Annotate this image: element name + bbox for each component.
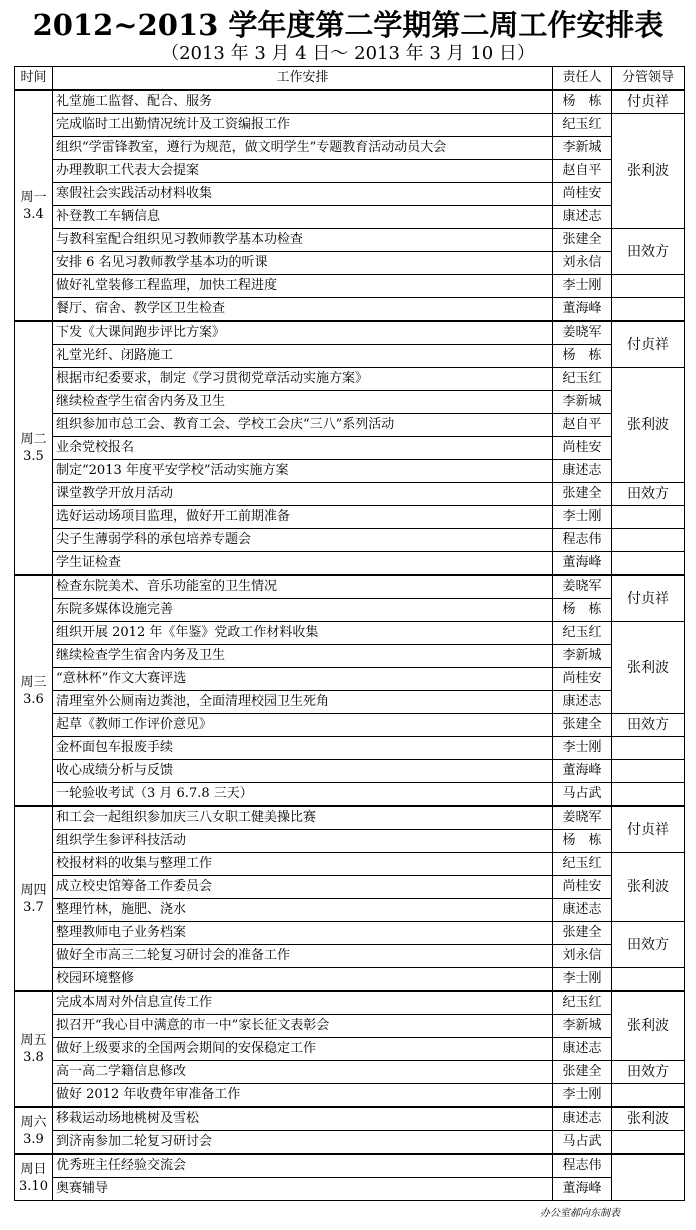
table-row [15,483,685,506]
owner-cell: 纪玉红 [553,114,612,137]
owner-cell: 李士刚 [553,968,612,992]
leader-cell: 张利波 [612,991,685,1061]
leader-cell: 张利波 [612,114,685,229]
owner-cell: 纪玉红 [553,368,612,391]
task-cell: 继续检查学生宿舍内务及卫生 [53,391,553,414]
task-cell: 根据市纪委要求，制定《学习贯彻党章活动实施方案》 [53,368,553,391]
owner-cell: 赵自平 [553,160,612,183]
owner-cell: 张建全 [553,714,612,737]
table-row [15,1131,685,1155]
table-row [15,622,685,645]
task-cell: 优秀班主任经验交流会 [53,1154,553,1178]
owner-cell: 杨 栋 [553,830,612,853]
owner-cell: 刘永信 [553,252,612,275]
table-row [15,391,685,414]
leader-cell [612,506,685,529]
task-cell: 做好礼堂装修工程监理，加快工程进度 [53,275,553,298]
table-row [15,252,685,275]
table-row [15,160,685,183]
task-cell: 东院多媒体设施完善 [53,599,553,622]
table-row [15,229,685,252]
task-cell: 做好全市高三二轮复习研讨会的准备工作 [53,945,553,968]
leader-cell [612,968,685,992]
owner-cell: 纪玉红 [553,853,612,876]
owner-cell: 杨 栋 [553,345,612,368]
owner-cell: 康述志 [553,1038,612,1061]
owner-cell: 纪玉红 [553,622,612,645]
table-row [15,899,685,922]
owner-cell: 李士刚 [553,506,612,529]
header-row [15,67,685,91]
task-cell: 办理教职工代表大会提案 [53,160,553,183]
task-cell: 组织学生参评科技活动 [53,830,553,853]
owner-cell: 尚桂安 [553,876,612,899]
task-cell: 餐厅、宿舍、教学区卫生检查 [53,298,553,322]
table-row [15,1154,685,1178]
table-row [15,968,685,992]
task-cell: 继续检查学生宿舍内务及卫生 [53,645,553,668]
task-cell: 校报材料的收集与整理工作 [53,853,553,876]
leader-cell: 田效方 [612,483,685,506]
task-cell: 拟召开“我心目中满意的市一中”家长征文表彰会 [53,1015,553,1038]
day-date: 3.4 [23,206,44,222]
table-row [15,529,685,552]
leader-cell: 张利波 [612,853,685,922]
leader-cell [612,298,685,322]
day-name: 周二 [20,432,47,447]
task-cell: 成立校史馆筹备工作委员会 [53,876,553,899]
task-cell: “意林杯”作文大赛评选 [53,668,553,691]
table-row [15,1084,685,1108]
leader-cell: 张利波 [612,622,685,714]
task-cell: 奥赛辅导 [53,1178,553,1201]
owner-cell: 李新城 [553,1015,612,1038]
owner-cell: 尚桂安 [553,668,612,691]
day-name: 周日 [20,1161,47,1177]
day-name: 周六 [20,1114,47,1130]
owner-cell: 董海峰 [553,760,612,783]
owner-cell: 程志伟 [553,1154,612,1178]
day-date: 3.9 [23,1131,44,1147]
owner-cell: 李士刚 [553,1084,612,1108]
table-row [15,783,685,807]
task-cell: 业余党校报名 [53,437,553,460]
table-row [15,737,685,760]
page-title: 2012~2013 学年度第二学期第二周工作安排表 [32,8,664,42]
leader-cell: 张利波 [612,1107,685,1131]
day-cell [15,1154,53,1201]
table-row [15,853,685,876]
leader-cell: 田效方 [612,922,685,968]
day-date: 3.5 [23,449,44,464]
task-cell: 安排 6 名见习教师教学基本功的听课 [53,252,553,275]
owner-cell: 张建全 [553,1061,612,1084]
owner-cell: 杨 栋 [553,599,612,622]
day-date: 3.6 [23,691,44,707]
owner-cell: 康述志 [553,1107,612,1131]
task-cell: 收心成绩分析与反馈 [53,760,553,783]
leader-cell [612,1084,685,1108]
table-row [15,830,685,853]
day-date: 3.10 [19,1178,48,1194]
leader-cell [612,1131,685,1155]
task-cell: 做好 2012 年收费年审准备工作 [53,1084,553,1108]
task-cell: 礼堂施工监督、配合、服务 [53,90,553,114]
leader-cell [612,737,685,760]
task-cell: 组织开展 2012 年《年鉴》党政工作材料收集 [53,622,553,645]
day-cell [15,1107,53,1154]
owner-cell: 董海峰 [553,552,612,576]
table-row [15,1038,685,1061]
task-cell: 校园环境整修 [53,968,553,992]
task-cell: 制定“2013 年度平安学校”活动实施方案 [53,460,553,483]
table-row [15,1178,685,1201]
day-cell [15,575,53,806]
owner-cell: 李新城 [553,391,612,414]
owner-cell: 李士刚 [553,737,612,760]
table-row [15,345,685,368]
leader-cell: 付贞祥 [612,321,685,368]
task-cell: 整理教师电子业务档案 [53,922,553,945]
leader-cell: 付贞祥 [612,575,685,622]
owner-cell: 董海峰 [553,298,612,322]
owner-cell: 康述志 [553,691,612,714]
task-cell: 课堂教学开放月活动 [53,483,553,506]
date-range-subtitle: （2013 年 3 月 4 日～ 2013 年 3 月 10 日） [161,43,535,64]
owner-cell: 李新城 [553,137,612,160]
table-row [15,437,685,460]
task-cell: 选好运动场项目监理，做好开工前期准备 [53,506,553,529]
task-cell: 补登教工车辆信息 [53,206,553,229]
table-row [15,368,685,391]
task-cell: 做好上级要求的全国两会期间的安保稳定工作 [53,1038,553,1061]
header-owner: 责任人 [553,67,612,91]
table-row [15,991,685,1015]
owner-cell: 董海峰 [553,1178,612,1201]
leader-cell: 田效方 [612,229,685,275]
table-row [15,945,685,968]
leader-cell [612,760,685,783]
table-row [15,183,685,206]
day-name: 周四 [20,882,47,898]
day-name: 周一 [20,189,47,205]
table-row [15,1015,685,1038]
table-row [15,1061,685,1084]
day-name: 周五 [20,1033,47,1048]
day-cell [15,90,53,321]
task-cell: 与教科室配合组织见习教师教学基本功检查 [53,229,553,252]
task-cell: 到济南参加二轮复习研讨会 [53,1131,553,1155]
owner-cell: 姜晓军 [553,575,612,599]
task-cell: 礼堂光纤、闭路施工 [53,345,553,368]
day-cell [15,806,53,991]
table-row [15,599,685,622]
leader-cell [612,275,685,298]
day-cell [15,321,53,575]
footer-note: 办公室郝向东制表 [540,1208,620,1219]
table-row [15,460,685,483]
task-cell: 高一高二学籍信息修改 [53,1061,553,1084]
day-cell [15,991,53,1107]
owner-cell: 张建全 [553,922,612,945]
header-leader: 分管领导 [612,67,685,91]
table-row [15,137,685,160]
task-cell: 尖子生薄弱学科的承包培养专题会 [53,529,553,552]
owner-cell: 程志伟 [553,529,612,552]
task-cell: 和工会一起组织参加庆三八女职工健美操比赛 [53,806,553,830]
table-row [15,575,685,599]
leader-cell: 张利波 [612,368,685,483]
owner-cell: 李新城 [553,645,612,668]
owner-cell: 张建全 [553,229,612,252]
leader-cell: 付贞祥 [612,90,685,114]
table-row [15,760,685,783]
day-date: 3.8 [23,1050,44,1065]
table-row [15,668,685,691]
header-time: 时间 [15,67,53,91]
leader-cell [612,552,685,576]
owner-cell: 杨 栋 [553,90,612,114]
table-row [15,714,685,737]
owner-cell: 纪玉红 [553,991,612,1015]
table-row [15,806,685,830]
task-cell: 下发《大课间跑步评比方案》 [53,321,553,345]
task-cell: 检查东院美术、音乐功能室的卫生情况 [53,575,553,599]
leader-cell [612,529,685,552]
task-cell: 学生证检查 [53,552,553,576]
owner-cell: 姜晓军 [553,806,612,830]
table-row [15,275,685,298]
task-cell: 整理竹林，施肥、浇水 [53,899,553,922]
day-date: 3.7 [23,899,44,915]
owner-cell: 尚桂安 [553,183,612,206]
owner-cell: 姜晓军 [553,321,612,345]
table-row [15,298,685,322]
table-row [15,691,685,714]
table-row [15,414,685,437]
task-cell: 寒假社会实践活动材料收集 [53,183,553,206]
header-task: 工作安排 [53,67,553,91]
table-row [15,114,685,137]
schedule-table [14,66,685,1201]
table-row [15,645,685,668]
table-row [15,876,685,899]
owner-cell: 康述志 [553,899,612,922]
table-row [15,90,685,114]
owner-cell: 康述志 [553,206,612,229]
table-row [15,506,685,529]
leader-cell: 付贞祥 [612,806,685,853]
task-cell: 移栽运动场地桃树及雪松 [53,1107,553,1131]
table-row [15,1107,685,1131]
task-cell: 组织参加市总工会、教育工会、学校工会庆“三八”系列活动 [53,414,553,437]
table-row [15,552,685,576]
owner-cell: 李士刚 [553,275,612,298]
task-cell: 完成临时工出勤情况统计及工资编报工作 [53,114,553,137]
task-cell: 清理室外公厕南边粪池，全面清理校园卫生死角 [53,691,553,714]
owner-cell: 刘永信 [553,945,612,968]
owner-cell: 尚桂安 [553,437,612,460]
task-cell: 一轮验收考试（3 月 6.7.8 三天） [53,783,553,807]
task-cell: 金杯面包车报废手续 [53,737,553,760]
day-name: 周三 [20,674,47,690]
owner-cell: 康述志 [553,460,612,483]
owner-cell: 张建全 [553,483,612,506]
owner-cell: 马占武 [553,783,612,807]
task-cell: 完成本周对外信息宣传工作 [53,991,553,1015]
leader-cell [612,783,685,807]
leader-cell: 田效方 [612,714,685,737]
table-row [15,206,685,229]
leader-cell: 田效方 [612,1061,685,1084]
schedule-body [15,67,685,1201]
task-cell: 组织“学雷锋教室，遵行为规范，做文明学生”专题教育活动动员大会 [53,137,553,160]
leader-cell [612,1154,685,1201]
table-row [15,922,685,945]
owner-cell: 马占武 [553,1131,612,1155]
owner-cell: 赵自平 [553,414,612,437]
task-cell: 起草《教师工作评价意见》 [53,714,553,737]
table-row [15,321,685,345]
